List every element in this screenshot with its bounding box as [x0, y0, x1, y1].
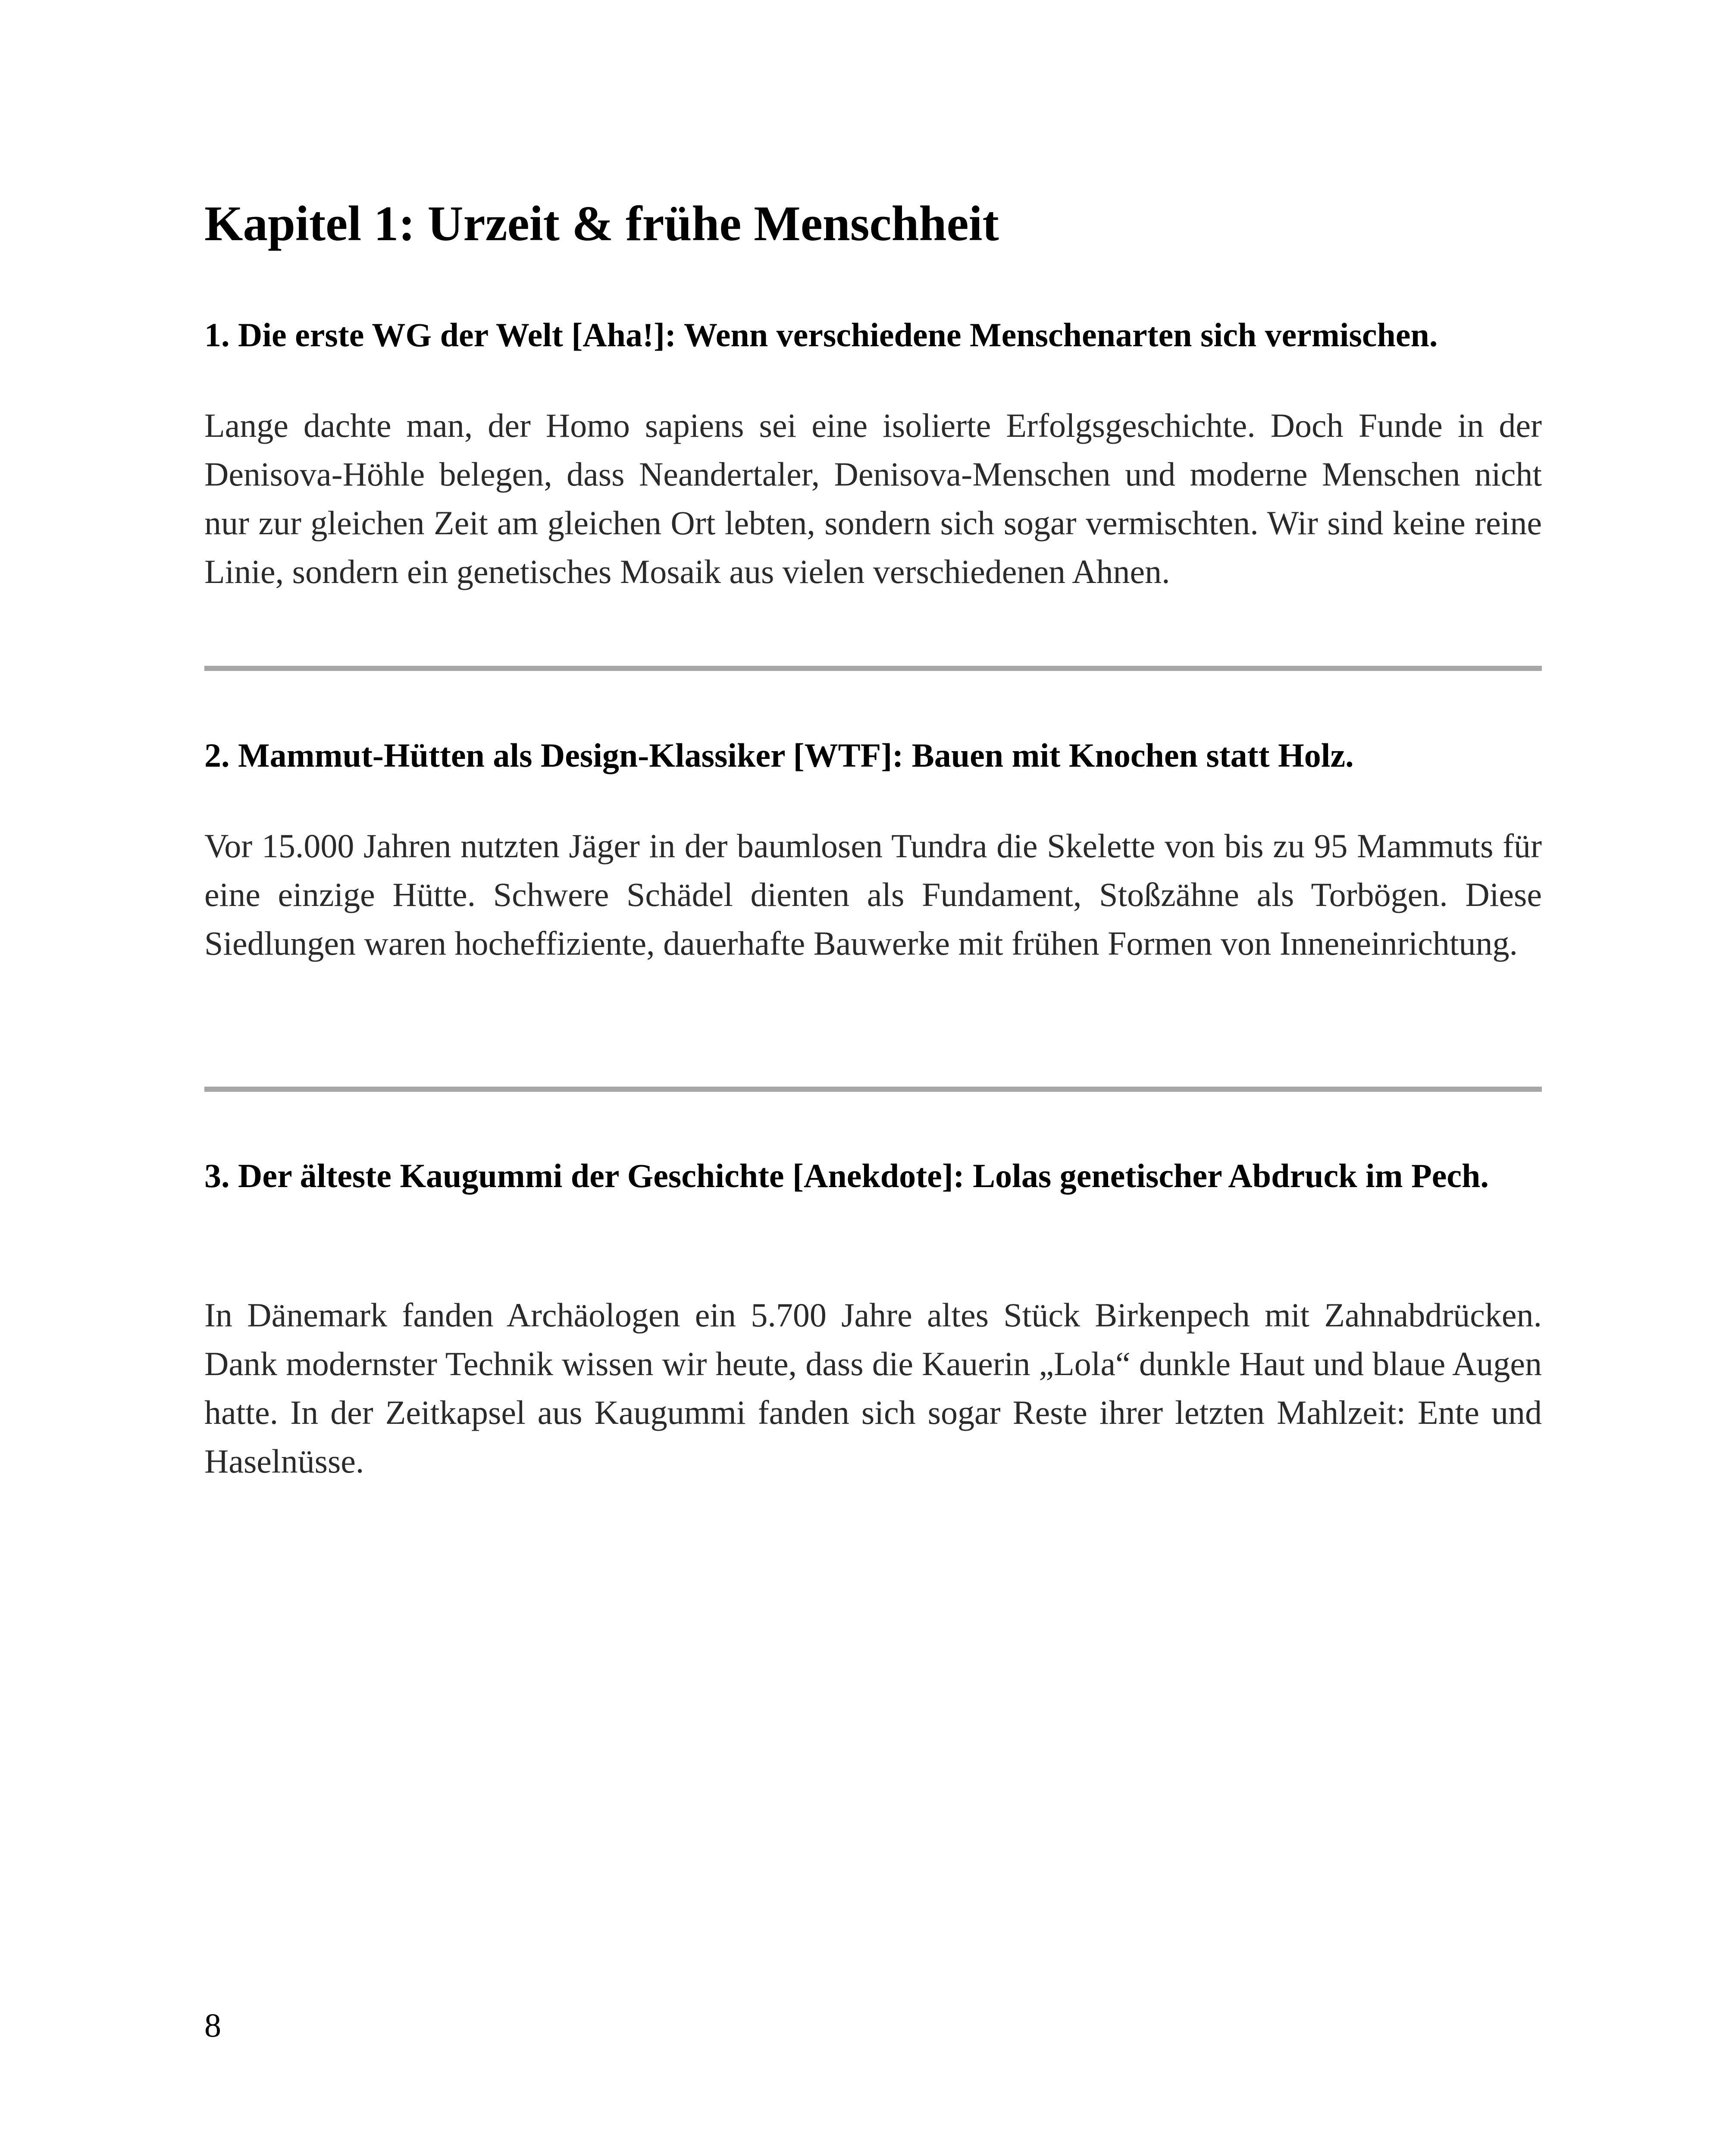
section-heading-3: 3. Der älteste Kaugummi der Geschichte [Anekdote]: Lolas genetischer Abdruck im Pech.: [204, 1157, 1489, 1194]
page-number: 8: [204, 2006, 221, 2044]
section-body-1: Lange dachte man, der Homo sapiens sei eine isolierte Erfolgsgeschichte. Doch Funde in der Denisova-Höhle belegen, dass Neandertaler, Denisova-Menschen und moderne Menschen nicht nur zur gleichen Zeit am gleichen Ort lebten, sondern sich sogar vermischten. Wir sind keine reine Linie, sondern ein genetisches Mosaik aus vielen verschiedenen Ahnen.: [204, 407, 1542, 590]
section-body-3: In Dänemark fanden Archäologen ein 5.700 Jahre altes Stück Birkenpech mit Zahnabdrücken. Dank modernster Technik wissen wir heute, dass die Kauerin „Lola“ dunkle Haut und blaue Augen hatte. In der Zeitkapsel aus Kaugummi fanden sich sogar Reste ihrer letzten Mahlzeit: Ente und Haselnüsse.: [204, 1296, 1542, 1480]
section-divider-2: [204, 1087, 1542, 1092]
section-body-2: Vor 15.000 Jahren nutzten Jäger in der baumlosen Tundra die Skelette von bis zu 95 Mammuts für eine einzige Hütte. Schwere Schädel dienten als Fundament, Stoßzähne als Torbögen. Diese Siedlungen waren hocheffiziente, dauerhafte Bauwerke mit frühen Formen von Inneneinrichtung.: [204, 827, 1542, 962]
section-divider-1: [204, 666, 1542, 671]
chapter-title: Kapitel 1: Urzeit & frühe Menschheit: [204, 196, 999, 251]
section-heading-2: 2. Mammut-Hütten als Design-Klassiker [WTF]: Bauen mit Knochen statt Holz.: [204, 736, 1354, 774]
section-heading-1: 1. Die erste WG der Welt [Aha!]: Wenn verschiedene Menschenarten sich vermischen.: [204, 316, 1438, 354]
